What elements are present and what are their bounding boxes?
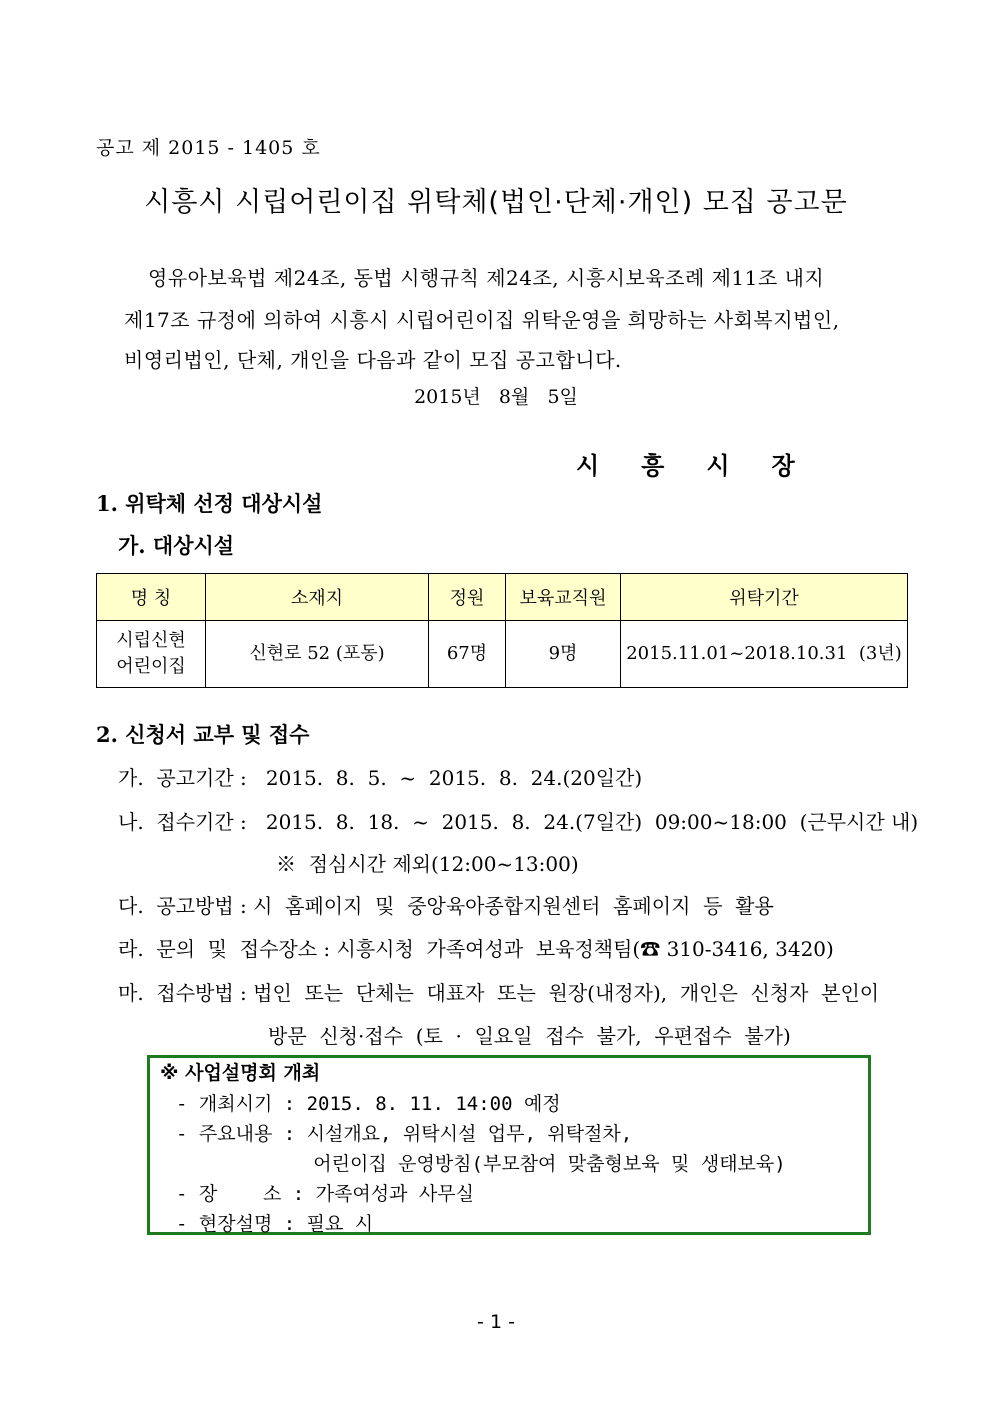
announcement-date: 2015년 8월 5일 <box>414 386 578 408</box>
header-period: 위탁기간 <box>621 574 908 621</box>
item-reception-method: 마. 접수방법 : 법인 또는 단체는 대표자 또는 원장(내정자), 개인은 신청자 본인이 <box>118 981 880 1005</box>
header-name: 명 칭 <box>97 574 206 621</box>
intro-line-2: 제17조 규정에 의하여 시흥시 시립어린이집 위탁운영을 희망하는 사회복지법인, <box>124 308 840 332</box>
document-title: 시흥시 시립어린이집 위탁체(법인·단체·개인) 모집 공고문 <box>144 187 848 218</box>
header-capacity: 정원 <box>429 574 506 621</box>
facility-name-line-2: 어린이집 <box>116 656 186 677</box>
page-number: - 1 - <box>477 1311 515 1333</box>
cell-capacity: 67명 <box>429 621 506 688</box>
issuer-signature: 시흥시장 <box>576 451 837 480</box>
facility-table <box>96 573 908 688</box>
cell-period: 2015.11.01~2018.10.31 (3년) <box>621 621 908 688</box>
cell-staff: 9명 <box>506 621 621 688</box>
item-reception-method-cont: 방문 신청·접수 (토 · 일요일 접수 불가, 우편접수 불가) <box>268 1024 791 1048</box>
table-row <box>97 621 908 688</box>
cell-address: 신현로 52 (포동) <box>206 621 429 688</box>
header-staff: 보육교직원 <box>506 574 621 621</box>
header-address: 소재지 <box>206 574 429 621</box>
intro-line-3: 비영리법인, 단체, 개인을 다음과 같이 모집 공고합니다. <box>124 348 622 372</box>
briefing-line-place: - 장 소 : 가족여성과 사무실 <box>176 1183 474 1205</box>
briefing-line-content: - 주요내용 : 시설개요, 위탁시설 업무, 위탁절차, <box>176 1123 633 1145</box>
briefing-line-content-cont: 어린이집 운영방침(부모참여 맞춤형보육 및 생태보육) <box>176 1153 786 1175</box>
table-header-row <box>97 574 908 621</box>
intro-line-1: 영유아보육법 제24조, 동법 시행규칙 제24조, 시흥시보육조례 제11조 내지 <box>148 266 825 290</box>
item-announcement-period: 가. 공고기간 : 2015. 8. 5. ~ 2015. 8. 24.(20일간) <box>118 766 643 790</box>
notice-number: 공고 제 2015 - 1405 호 <box>96 137 321 159</box>
item-inquiry-place: 라. 문의 및 접수장소 : 시흥시청 가족여성과 보육정책팀(☎ 310-3416, 3420) <box>118 937 834 961</box>
cell-facility-name <box>97 621 206 688</box>
facility-name-line-1: 시립신현 <box>116 630 186 651</box>
briefing-line-site-visit: - 현장설명 : 필요 시 <box>176 1213 374 1235</box>
item-reception-period: 나. 접수기간 : 2015. 8. 18. ~ 2015. 8. 24.(7일간) 09:00~18:00 (근무시간 내) <box>118 810 919 834</box>
item-announcement-method: 다. 공고방법 : 시 홈페이지 및 중앙육아종합지원센터 홈페이지 등 활용 <box>118 894 774 918</box>
section-1-heading: 1. 위탁체 선정 대상시설 <box>96 491 323 516</box>
briefing-title: ※ 사업설명회 개최 <box>160 1062 321 1084</box>
section-1-sub-heading: 가. 대상시설 <box>118 533 235 558</box>
section-2-heading: 2. 신청서 교부 및 접수 <box>96 722 310 747</box>
briefing-line-date: - 개최시기 : 2015. 8. 11. 14:00 예정 <box>176 1093 561 1115</box>
item-lunch-note: ※ 점심시간 제외(12:00~13:00) <box>276 852 579 876</box>
